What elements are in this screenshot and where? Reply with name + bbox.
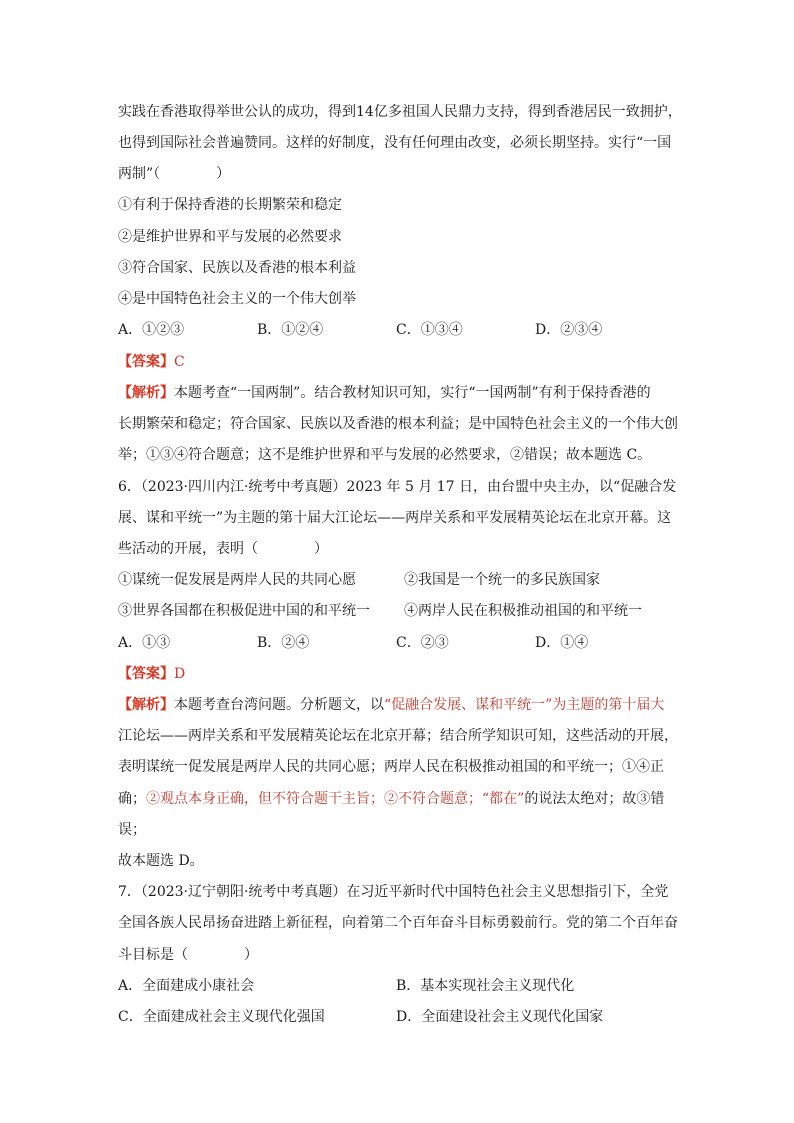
analysis-text: 本题考查台湾问题。分析题文，以	[174, 697, 384, 713]
q7-stem-line: 7．（2023·辽宁朝阳·统考中考真题）在习近平新时代中国特色社会主义思想指引下，全党	[118, 884, 669, 900]
q7-option-b: B．基本实现社会主义现代化	[396, 978, 575, 994]
passage-line: 实践在香港取得举世公认的成功，得到14亿多祖国人民鼎力支持，得到香港居民一致拥护，	[118, 104, 682, 120]
analysis-tag: 【解析】	[118, 697, 174, 713]
q5-item: ③符合国家、民族以及香港的根本利益	[118, 260, 356, 276]
q6-option-c: C．②③	[396, 635, 449, 651]
q5-option-b: B．①②④	[257, 322, 324, 338]
analysis-tag: 【解析】	[118, 385, 174, 401]
q6-option-d: D．①④	[535, 635, 589, 651]
q6-option-a: A．①③	[118, 635, 171, 651]
q6-analysis-line: 误；	[118, 822, 146, 838]
q7-option-a: A．全面建成小康社会	[118, 978, 255, 994]
q6-item: ④两岸人民在积极推动祖国的和平统一	[404, 603, 642, 619]
q5-item: ④是中国特色社会主义的一个伟大创举	[118, 291, 356, 307]
q6-analysis-line: 江论坛——两岸关系和平发展精英论坛在北京开幕；结合所学知识可知，这些活动的开展，	[118, 728, 678, 744]
q5-item: ①有利于保持香港的长期繁荣和稳定	[118, 197, 342, 213]
q7-option-c: C．全面建成社会主义现代化强国	[118, 1009, 325, 1025]
q6-item: ③世界各国都在积极促进中国的和平统一	[118, 603, 370, 619]
q6-analysis-line	[118, 695, 688, 715]
analysis-text: 的说法太绝对；故③错	[524, 791, 665, 807]
q6-item: ②我国是一个统一的多民族国家	[404, 572, 600, 588]
q7-option-d: D．全面建设社会主义现代化国家	[396, 1009, 604, 1025]
q6-stem-line: 些活动的开展，表明（ ）	[118, 541, 328, 557]
q5-analysis-line: 长期繁荣和稳定；符合国家、民族以及香港的根本利益；是中国特色社会主义的一个伟大创	[118, 416, 678, 432]
q6-analysis-line: 表明谋统一促发展是两岸人民的共同心愿；两岸人民在积极推动祖国的和平统一；①④正	[118, 759, 664, 775]
analysis-text: 确；	[118, 791, 146, 807]
analysis-highlight: “促融合发展、谋和平统一”为主题的第十届大	[384, 697, 665, 713]
q5-option-a: A．①②③	[118, 322, 185, 338]
q6-answer	[118, 664, 688, 684]
q7-stem-line: 全国各族人民昂扬奋进踏上新征程，向着第二个百年奋斗目标勇毅前行。党的第二个百年奋	[118, 915, 678, 931]
q7-stem-line: 斗目标是（ ）	[118, 947, 258, 963]
answer-value: C	[174, 354, 185, 370]
q6-stem-line: 展、谋和平统一”为主题的第十届大江论坛——两岸关系和平发展精英论坛在北京开幕。这	[118, 510, 672, 526]
q6-stem-line: 6．（2023·四川内江·统考中考真题）2023 年 5 月 17 日，由台盟中央主办，以“促融合发	[118, 479, 677, 495]
q6-analysis-line: 故本题选 D。	[118, 853, 204, 869]
q5-item: ②是维护世界和平与发展的必然要求	[118, 229, 342, 245]
q5-option-c: C．①③④	[396, 322, 463, 338]
q5-answer	[118, 352, 688, 372]
answer-value: D	[174, 666, 186, 682]
analysis-text: 本题考查“一国两制”。结合教材知识可知，实行“一国两制”有利于保持香港的	[174, 385, 651, 401]
q6-option-b: B．②④	[257, 635, 310, 651]
answer-tag: 【答案】	[118, 666, 174, 682]
analysis-highlight: ②观点本身正确，但不符合题干主旨；②不符合题意；“都在”	[146, 791, 525, 807]
passage-line: 两制”（ ）	[118, 166, 231, 182]
answer-tag: 【答案】	[118, 354, 174, 370]
passage-line: 也得到国际社会普遍赞同。这样的好制度，没有任何理由改变，必须长期坚持。实行“一国	[118, 135, 672, 151]
q5-option-d: D．②③④	[535, 322, 603, 338]
q6-item: ①谋统一促发展是两岸人民的共同心愿	[118, 572, 356, 588]
q5-analysis-line: 举；①③④符合题意；这不是维护世界和平与发展的必然要求，②错误；故本题选 C。	[118, 447, 652, 463]
q5-analysis-line	[118, 383, 688, 403]
q6-analysis-line	[118, 789, 688, 809]
